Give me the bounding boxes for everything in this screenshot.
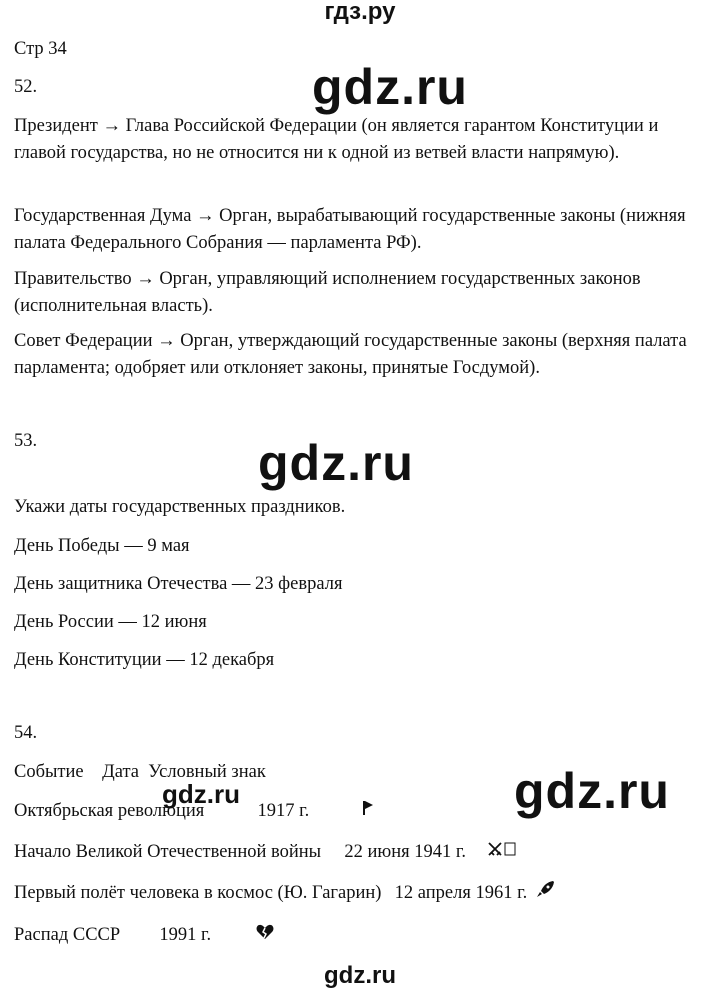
- task-52-item: Государственная Дума → Орган, вырабатывающий государственные законы (нижняя палата Федерального Собрания — парламента РФ).: [14, 206, 686, 253]
- event-date: 1917 г.: [257, 801, 310, 821]
- event-name: Распад СССР: [14, 925, 121, 945]
- holiday-item: День защитника Отечества — 23 февраля: [14, 574, 343, 594]
- flag-icon: [362, 798, 374, 825]
- table-row: [14, 922, 274, 949]
- site-footer: gdz.ru: [324, 962, 396, 989]
- task-52-number: 52.: [14, 77, 38, 97]
- holiday-item: День Конституции — 12 декабря: [14, 650, 275, 670]
- task-53-number: 53.: [14, 431, 38, 451]
- event-name: Октябрьская революция: [14, 801, 205, 821]
- table-row: [14, 839, 517, 866]
- event-date: 12 апреля 1961 г.: [394, 883, 528, 903]
- task-53-intro: Укажи даты государственных праздников.: [14, 497, 346, 517]
- site-header: гдз.ру: [324, 0, 396, 25]
- task-52-item: Совет Федерации → Орган, утверждающий государственные законы (верхняя палата парламента; одобряет или отклоняет законы, принятые Госдумой).: [14, 331, 687, 378]
- task-52-item: Правительство → Орган, управляющий исполнением государственных законов (исполнительная власть).: [14, 269, 641, 316]
- table-row: [14, 798, 374, 825]
- rocket-icon: [536, 880, 556, 907]
- holiday-item: День России — 12 июня: [14, 612, 207, 632]
- watermark: gdz.ru: [312, 59, 468, 115]
- crossed-swords-icon: [487, 839, 517, 866]
- event-date: 22 июня 1941 г.: [344, 842, 466, 862]
- event-name: Начало Великой Отечественной войны: [14, 842, 322, 862]
- watermark: gdz.ru: [162, 779, 240, 809]
- broken-heart-icon: [256, 922, 274, 949]
- page-label: Стр 34: [14, 39, 67, 59]
- table-row: [14, 880, 556, 907]
- holiday-item: День Победы — 9 мая: [14, 536, 190, 556]
- task-52-item: Президент → Глава Российской Федерации (он является гарантом Конституции и главой государства, но не относится ни к одной из ветвей власти напрямую).: [14, 116, 659, 163]
- watermark: gdz.ru: [514, 763, 670, 819]
- event-name: Первый полёт человека в космос (Ю. Гагарин): [14, 883, 382, 903]
- watermark: gdz.ru: [258, 435, 414, 491]
- table-header: Событие Дата Условный знак: [14, 762, 266, 782]
- task-54-number: 54.: [14, 723, 38, 743]
- event-date: 1991 г.: [159, 925, 212, 945]
